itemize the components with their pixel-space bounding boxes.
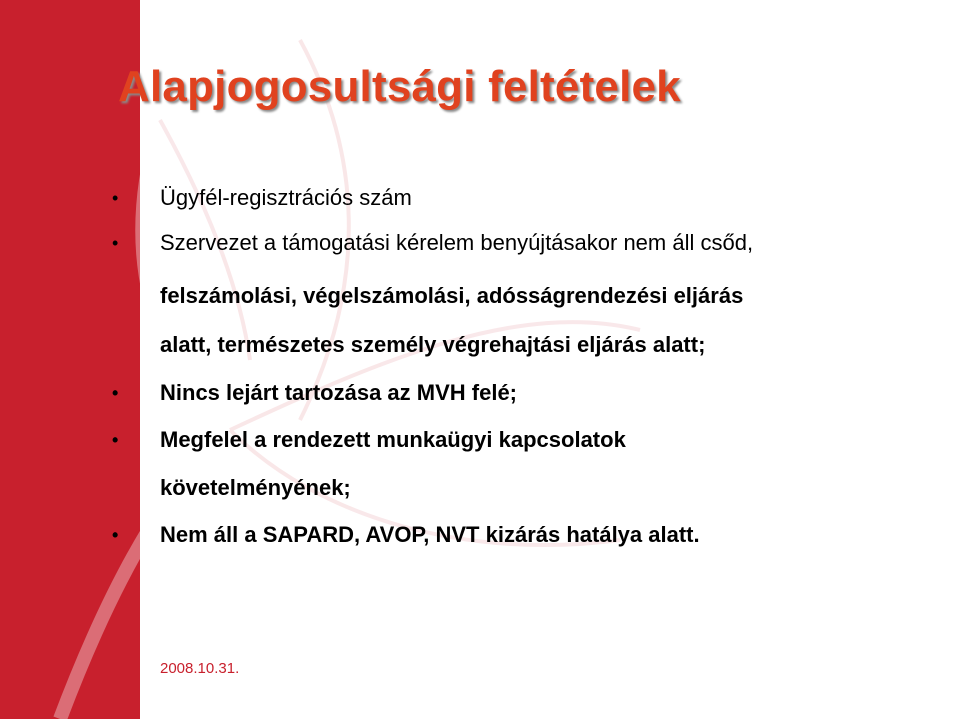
list-item-continuation <box>160 468 351 508</box>
list-item-text: Szervezet a támogatási kérelem benyújtásakor nem áll csőd, <box>160 230 754 255</box>
slide-title: Alapjogosultsági feltételek <box>118 62 681 111</box>
list-item-text: Megfelel a rendezett munkaügyi kapcsolatok <box>160 427 626 452</box>
list-item-text: követelményének; <box>160 475 351 500</box>
bullet-icon: • <box>112 383 119 403</box>
bullet-icon: • <box>112 233 119 253</box>
list-item <box>112 223 754 263</box>
list-item-text: Nincs lejárt tartozása az MVH felé; <box>160 380 518 405</box>
list-item-continuation <box>160 325 705 365</box>
slide-date: 2008.10.31. <box>160 660 240 677</box>
list-item-text: alatt, természetes személy végrehajtási eljárás alatt; <box>160 332 706 357</box>
list-item-text: felszámolási, végelszámolási, adósságrendezési eljárás <box>160 283 744 308</box>
bullet-icon: • <box>112 430 119 450</box>
list-item <box>112 420 626 460</box>
list-item-text: Ügyfél-regisztrációs szám <box>160 185 412 210</box>
list-item <box>112 515 700 555</box>
list-item <box>112 373 518 413</box>
list-item-text: Nem áll a SAPARD, AVOP, NVT kizárás hatálya alatt. <box>160 522 700 547</box>
bullet-icon: • <box>112 525 119 545</box>
list-item-continuation <box>160 276 743 316</box>
list-item <box>112 178 412 218</box>
bullet-icon: • <box>112 188 119 208</box>
